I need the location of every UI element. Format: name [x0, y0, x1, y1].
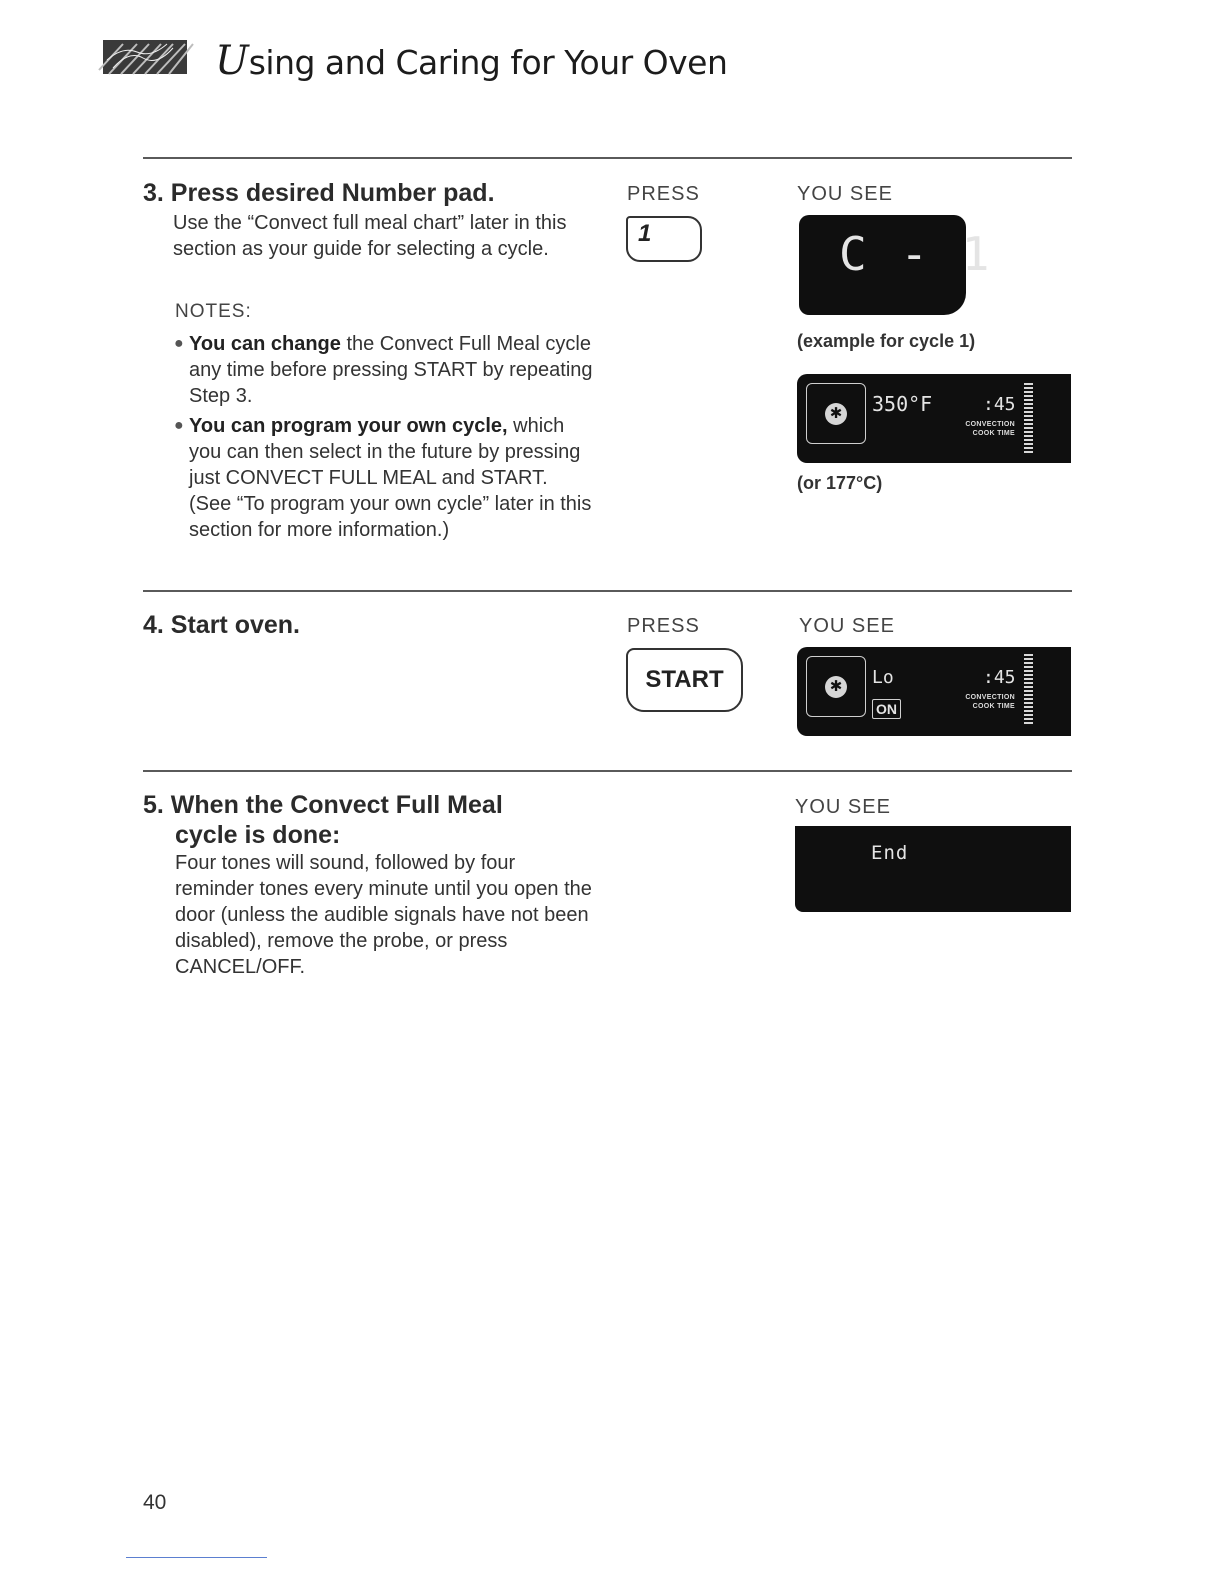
step5-body: Four tones will sound, followed by four reminder tones every minute until you open the door (unless the audible signals have not been disabled), remove the probe, or press CANCEL/OFF.: [175, 852, 592, 978]
header-decor-icon: [103, 40, 187, 74]
note-item: ● You can change the Convect Full Meal cycle any time before pressing START by repeating Step 3.: [174, 333, 593, 407]
note-item: ● You can program your own cycle, which you can then select in the future by pressing just CONVECT FULL MEAL and START. (See “To program your own cycle” later in this section for more information.): [174, 415, 592, 541]
temperature-caption: (or 177°C): [797, 473, 883, 493]
divider: [143, 157, 1072, 159]
header-title-text: sing and Caring for Your Oven: [248, 43, 728, 82]
time-readout: :45: [983, 667, 1016, 688]
notes-heading: NOTES:: [175, 301, 252, 322]
press-label: PRESS: [627, 183, 700, 205]
time-readout: :45: [983, 394, 1016, 415]
step5-title: 5. When the Convect Full Meal: [143, 791, 503, 819]
fan-frame: [806, 656, 866, 717]
cycle-display-text: C - 1: [839, 227, 993, 281]
end-readout: End: [871, 842, 909, 864]
panel-label: [947, 420, 1015, 438]
end-display: [795, 826, 1071, 912]
fan-icon: ✱: [825, 676, 847, 698]
indicator-bars: [1024, 654, 1033, 726]
temperature-display: [797, 374, 1071, 463]
temperature-readout: 350°F: [872, 392, 933, 416]
header-title-initial: U: [215, 38, 249, 84]
note-bold: You can program your own cycle,: [189, 415, 508, 437]
indicator-bars: [1024, 383, 1033, 453]
step3-title: 3. Press desired Number pad.: [143, 179, 495, 207]
panel-label-line: COOK TIME: [972, 703, 1015, 710]
panel-label-line: COOK TIME: [972, 430, 1015, 437]
note-bold: You can change: [189, 333, 341, 355]
you-see-label: YOU SEE: [799, 615, 895, 637]
start-display: [797, 647, 1071, 736]
on-indicator: ON: [872, 699, 901, 719]
note-text: the Convect Full Meal cycle any time before pressing START by repeating Step 3.: [189, 333, 593, 407]
press-label: PRESS: [627, 615, 700, 637]
key-label: 1: [638, 220, 652, 247]
notes-list: [174, 331, 594, 547]
page-header-title: [215, 38, 727, 84]
start-pad[interactable]: [626, 648, 743, 712]
step4-title: 4. Start oven.: [143, 611, 300, 639]
cycle-display: [799, 215, 993, 315]
note-text: which you can then select in the future by pressing just CONVECT FULL MEAL and START. (See “To program your own cycle” later in this section for more information.): [189, 415, 592, 541]
divider: [143, 590, 1072, 592]
cycle-caption: (example for cycle 1): [797, 331, 976, 351]
fan-icon: ✱: [825, 403, 847, 425]
panel-label-line: CONVECTION: [965, 421, 1015, 428]
level-readout: Lo: [872, 667, 894, 688]
you-see-label: YOU SEE: [797, 183, 893, 205]
you-see-label: YOU SEE: [795, 796, 891, 818]
step3-body: Use the “Convect full meal chart” later in this section as your guide for selecting a cycle.: [173, 212, 567, 260]
footer-line: [126, 1557, 267, 1558]
panel-label-line: CONVECTION: [965, 694, 1015, 701]
panel-label: [947, 693, 1015, 711]
page-number: 40: [143, 1491, 167, 1514]
number-1-pad[interactable]: [626, 216, 702, 262]
divider: [143, 770, 1072, 772]
fan-frame: [806, 383, 866, 444]
step5-title-line2: cycle is done:: [175, 821, 341, 849]
key-label: START: [645, 666, 724, 693]
